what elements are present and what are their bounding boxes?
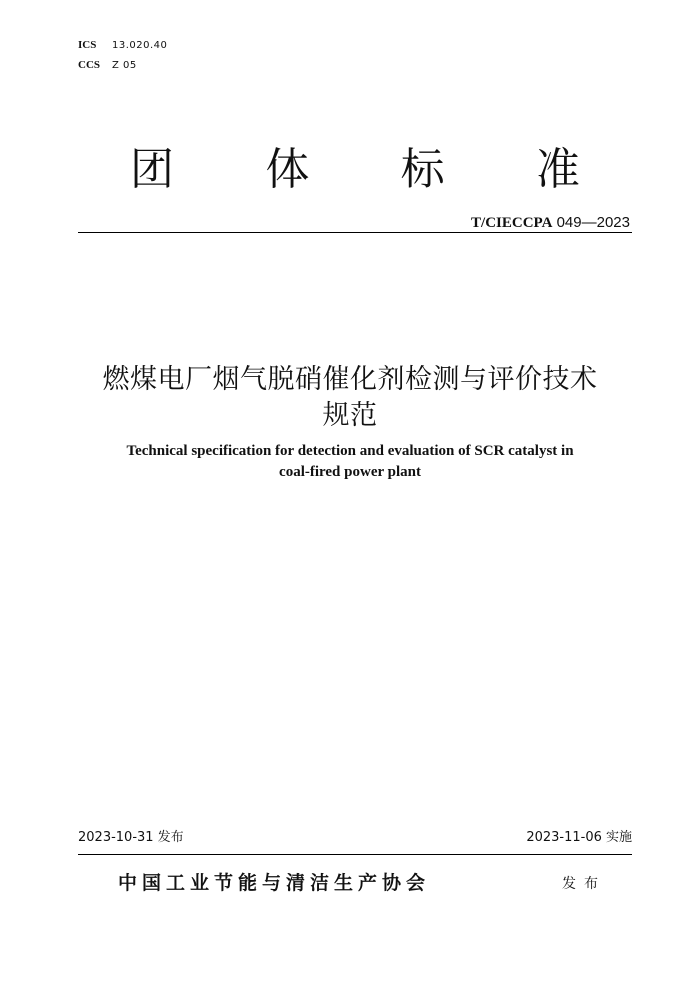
- standard-number: [471, 212, 630, 233]
- standard-type-char: 标: [400, 144, 445, 195]
- standard-type-char: 体: [265, 144, 310, 195]
- ccs-code: [78, 58, 137, 73]
- implementation-date: 2023-11-06 实施: [526, 830, 632, 845]
- standard-type-heading: [130, 140, 580, 200]
- standard-number-prefix: T/CIECCPA: [471, 215, 553, 231]
- title-en-line: Technical specification for detection and evaluation of SCR catalyst in: [126, 443, 574, 459]
- standard-type-char: 准: [535, 144, 580, 195]
- ics-label: ICS: [78, 39, 97, 51]
- document-title-english: [60, 441, 640, 483]
- issue-date: 2023-10-31 发布: [78, 830, 184, 845]
- title-en-line: coal-fired power plant: [279, 464, 421, 480]
- document-title-chinese: [60, 362, 640, 434]
- ccs-value: Z 05: [112, 60, 137, 71]
- ics-code: [78, 38, 167, 53]
- footer-divider: [78, 854, 632, 855]
- standard-type-char: 团: [130, 144, 174, 195]
- title-zh-line: 规范: [322, 400, 378, 431]
- standard-number-value: 049—2023: [552, 214, 630, 231]
- issuing-organization: 中国工业节能与清洁生产协会: [118, 872, 431, 894]
- issuer-suffix: 发布: [562, 876, 606, 892]
- ics-value: 13.020.40: [112, 40, 168, 51]
- header-divider: [78, 232, 632, 233]
- title-zh-line: 燃煤电厂烟气脱硝催化剂检测与评价技术: [102, 364, 598, 395]
- ccs-label: CCS: [78, 59, 101, 71]
